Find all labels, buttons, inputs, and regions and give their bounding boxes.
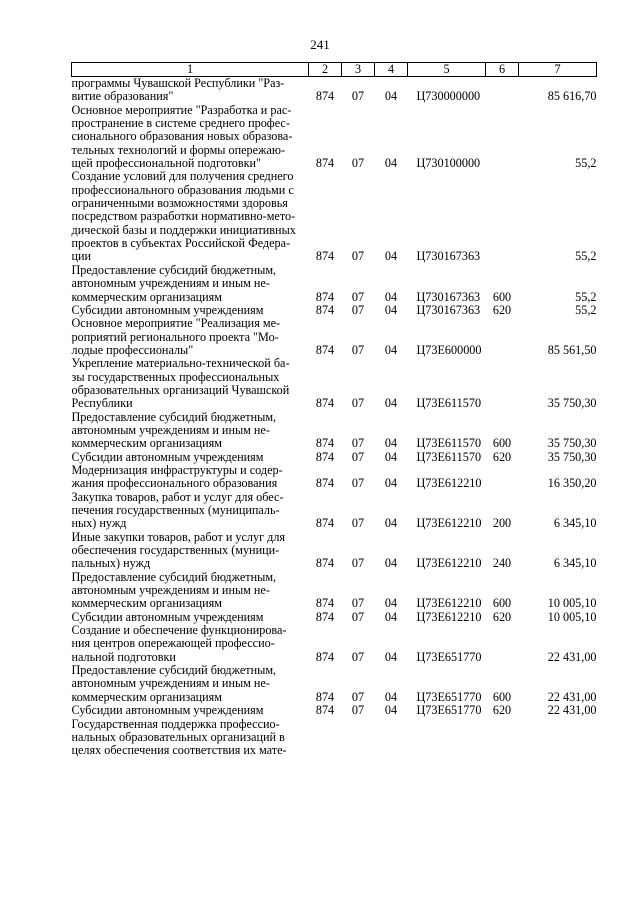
header-cell: 7 — [519, 63, 597, 77]
row-vr: 600 — [492, 289, 512, 304]
budget-table — [71, 62, 597, 758]
table-row — [72, 104, 597, 171]
row-rz: 07 — [351, 436, 365, 451]
row-pr: 04 — [384, 596, 398, 611]
row-name: программы Чувашской Республики "Раз- витие образования" — [71, 76, 285, 104]
row-rz: 07 — [351, 89, 365, 104]
table-row — [72, 664, 597, 704]
row-rz: 07 — [351, 516, 365, 531]
table-row — [72, 571, 597, 611]
row-rz: 07 — [351, 156, 365, 171]
row-csr: Ц73Е651770 — [416, 649, 482, 664]
row-pr: 04 — [384, 249, 398, 264]
row-vr: 200 — [492, 516, 512, 531]
row-sum: 22 431,00 — [547, 703, 597, 718]
header-cell: 3 — [342, 63, 375, 77]
row-csr — [408, 718, 486, 758]
row-pr: 04 — [384, 476, 398, 491]
row-name: Создание и обеспечение функционирова- ния центров опережающей профессио- нальной подготовки — [71, 623, 287, 664]
row-name: Предоставление субсидий бюджетным, автономным учреждениям и иным не- коммерческим организациям — [71, 663, 277, 704]
row-vr: 620 — [492, 449, 512, 464]
row-sum: 55,2 — [575, 289, 597, 304]
header-cell: 2 — [309, 63, 342, 77]
row-sum: 85 616,70 — [547, 89, 597, 104]
row-vr: 240 — [492, 556, 512, 571]
row-gr: 874 — [315, 156, 335, 171]
table-row — [72, 718, 597, 758]
row-pr: 04 — [384, 703, 398, 718]
row-csr: Ц73Е651770 — [416, 703, 482, 718]
row-sum: 6 345,10 — [553, 516, 597, 531]
row-gr: 874 — [315, 689, 335, 704]
row-name: Субсидии автономным учреждениям — [71, 302, 264, 317]
row-gr: 874 — [315, 649, 335, 664]
row-rz: 07 — [351, 649, 365, 664]
row-rz: 07 — [351, 556, 365, 571]
row-csr: Ц73Е612210 — [416, 516, 482, 531]
table-row — [72, 317, 597, 357]
row-pr: 04 — [384, 302, 398, 317]
row-pr: 04 — [384, 689, 398, 704]
row-vr — [486, 624, 519, 664]
row-csr: Ц73Е611570 — [416, 396, 482, 411]
header-cell: 4 — [375, 63, 408, 77]
row-csr: Ц73Е612210 — [416, 596, 482, 611]
header-cell: 1 — [72, 63, 309, 77]
row-gr: 874 — [315, 703, 335, 718]
row-pr — [375, 718, 408, 758]
row-rz: 07 — [351, 689, 365, 704]
row-pr: 04 — [384, 396, 398, 411]
table-row — [72, 357, 597, 410]
row-sum: 22 431,00 — [547, 649, 597, 664]
row-pr: 04 — [384, 342, 398, 357]
row-vr — [486, 77, 519, 104]
row-rz: 07 — [351, 342, 365, 357]
row-vr — [486, 357, 519, 410]
row-gr: 874 — [315, 449, 335, 464]
row-name: Предоставление субсидий бюджетным, автономным учреждениям и иным не- коммерческим организациям — [71, 409, 277, 451]
row-pr: 04 — [384, 649, 398, 664]
table-row — [72, 170, 597, 263]
row-sum: 35 750,30 — [547, 449, 597, 464]
row-gr: 874 — [315, 342, 335, 357]
row-gr: 874 — [315, 289, 335, 304]
table-row — [72, 611, 597, 624]
row-gr: 874 — [315, 89, 335, 104]
table-row — [72, 704, 597, 717]
row-vr — [486, 317, 519, 357]
row-rz: 07 — [351, 249, 365, 264]
row-pr: 04 — [384, 516, 398, 531]
row-rz: 07 — [351, 302, 365, 317]
row-name: Предоставление субсидий бюджетным, автономным учреждениям и иным не- коммерческим организациям — [71, 262, 277, 304]
table-row — [72, 264, 597, 304]
row-csr: Ц730000000 — [416, 89, 481, 104]
row-csr: Ц730167363 — [416, 289, 481, 304]
row-name: Субсидии автономным учреждениям — [71, 703, 264, 718]
row-name: Укрепление материально-технической ба- зы государственных профессиональных образовательных организаций Чувашской Республики — [71, 356, 290, 411]
row-vr: 620 — [492, 703, 512, 718]
table-row — [72, 531, 597, 571]
page-number: 241 — [310, 37, 330, 52]
row-sum: 85 561,50 — [547, 342, 597, 357]
row-sum: 55,2 — [575, 249, 597, 264]
table-row — [72, 624, 597, 664]
row-name: Закупка товаров, работ и услуг для обес- печения государственных (муниципаль- ных) нужд — [71, 489, 284, 531]
row-sum: 55,2 — [575, 156, 597, 171]
row-gr: 874 — [315, 516, 335, 531]
row-pr: 04 — [384, 556, 398, 571]
row-gr: 874 — [315, 396, 335, 411]
row-rz: 07 — [351, 703, 365, 718]
row-pr: 04 — [384, 89, 398, 104]
row-rz — [342, 718, 375, 758]
row-rz: 07 — [351, 476, 365, 491]
row-name: Создание условий для получения среднего профессионального образования людьми с ограниченными возможностями здоровья посредством разработки нормативно-мето- дической базы и поддержки инициативных проектов в субъектах Российской Федера- ции — [71, 169, 296, 264]
row-pr: 04 — [384, 436, 398, 451]
row-sum: 6 345,10 — [553, 556, 597, 571]
row-name: Модернизация инфраструктуры и содер- жания профессионального образования — [71, 462, 283, 491]
row-sum: 35 750,30 — [547, 396, 597, 411]
row-name: Иные закупки товаров, работ и услуг для обеспечения государственных (муници- пальных) нужд — [71, 529, 286, 571]
row-sum: 35 750,30 — [547, 436, 597, 451]
row-name: Основное мероприятие "Разработка и рас- пространение в системе среднего профес- сионального образования новых образова- тельных технологий и формы опережаю- щей профессиональной подготовки" — [71, 102, 293, 171]
row-pr: 04 — [384, 609, 398, 624]
row-gr: 874 — [315, 249, 335, 264]
row-pr: 04 — [384, 156, 398, 171]
row-vr — [486, 170, 519, 263]
row-csr: Ц73Е600000 — [416, 342, 482, 357]
row-rz: 07 — [351, 396, 365, 411]
row-csr: Ц730167363 — [416, 249, 481, 264]
row-gr: 874 — [315, 596, 335, 611]
row-name: Субсидии автономным учреждениям — [71, 449, 264, 464]
row-vr — [486, 464, 519, 491]
row-vr: 620 — [492, 302, 512, 317]
row-pr: 04 — [384, 449, 398, 464]
row-csr: Ц73Е651770 — [416, 689, 482, 704]
header-cell: 6 — [486, 63, 519, 77]
row-sum: 55,2 — [575, 302, 597, 317]
row-csr: Ц73Е612210 — [416, 609, 482, 624]
row-gr: 874 — [315, 476, 335, 491]
row-sum: 10 005,10 — [547, 609, 597, 624]
row-gr — [309, 718, 342, 758]
row-gr: 874 — [315, 302, 335, 317]
row-vr: 600 — [492, 436, 512, 451]
row-rz: 07 — [351, 289, 365, 304]
row-vr: 600 — [492, 596, 512, 611]
row-name: Основное мероприятие "Реализация ме- роприятий регионального проекта "Мо- лодые профессионалы" — [71, 316, 281, 357]
header-cell: 5 — [408, 63, 486, 77]
row-csr: Ц730100000 — [416, 156, 481, 171]
row-sum: 10 005,10 — [547, 596, 597, 611]
row-name: Предоставление субсидий бюджетным, автономным учреждениям и иным не- коммерческим организациям — [71, 569, 277, 611]
row-csr: Ц730167363 — [416, 302, 481, 317]
row-gr: 874 — [315, 609, 335, 624]
row-gr: 874 — [315, 556, 335, 571]
table-row — [72, 304, 597, 317]
row-name: Субсидии автономным учреждениям — [71, 609, 264, 624]
row-csr: Ц73Е611570 — [416, 436, 482, 451]
table-body — [72, 77, 597, 758]
row-rz: 07 — [351, 449, 365, 464]
row-vr — [486, 718, 519, 758]
table-row — [72, 464, 597, 491]
row-csr: Ц73Е612210 — [416, 556, 482, 571]
table-row — [72, 77, 597, 104]
row-rz: 07 — [351, 609, 365, 624]
table-header-row — [72, 63, 597, 77]
row-gr: 874 — [315, 436, 335, 451]
row-vr — [486, 104, 519, 171]
row-name: Государственная поддержка профессио- нальных образовательных организаций в целях обеспечения соответствия их мате- — [71, 716, 287, 758]
row-sum: 16 350,20 — [547, 476, 597, 491]
row-csr: Ц73Е612210 — [416, 476, 482, 491]
row-pr: 04 — [384, 289, 398, 304]
row-sum — [519, 718, 597, 758]
table-row — [72, 451, 597, 464]
table-row — [72, 491, 597, 531]
row-vr: 600 — [492, 689, 512, 704]
table-row — [72, 411, 597, 451]
row-vr: 620 — [492, 609, 512, 624]
row-rz: 07 — [351, 596, 365, 611]
row-csr: Ц73Е611570 — [416, 449, 482, 464]
row-sum: 22 431,00 — [547, 689, 597, 704]
